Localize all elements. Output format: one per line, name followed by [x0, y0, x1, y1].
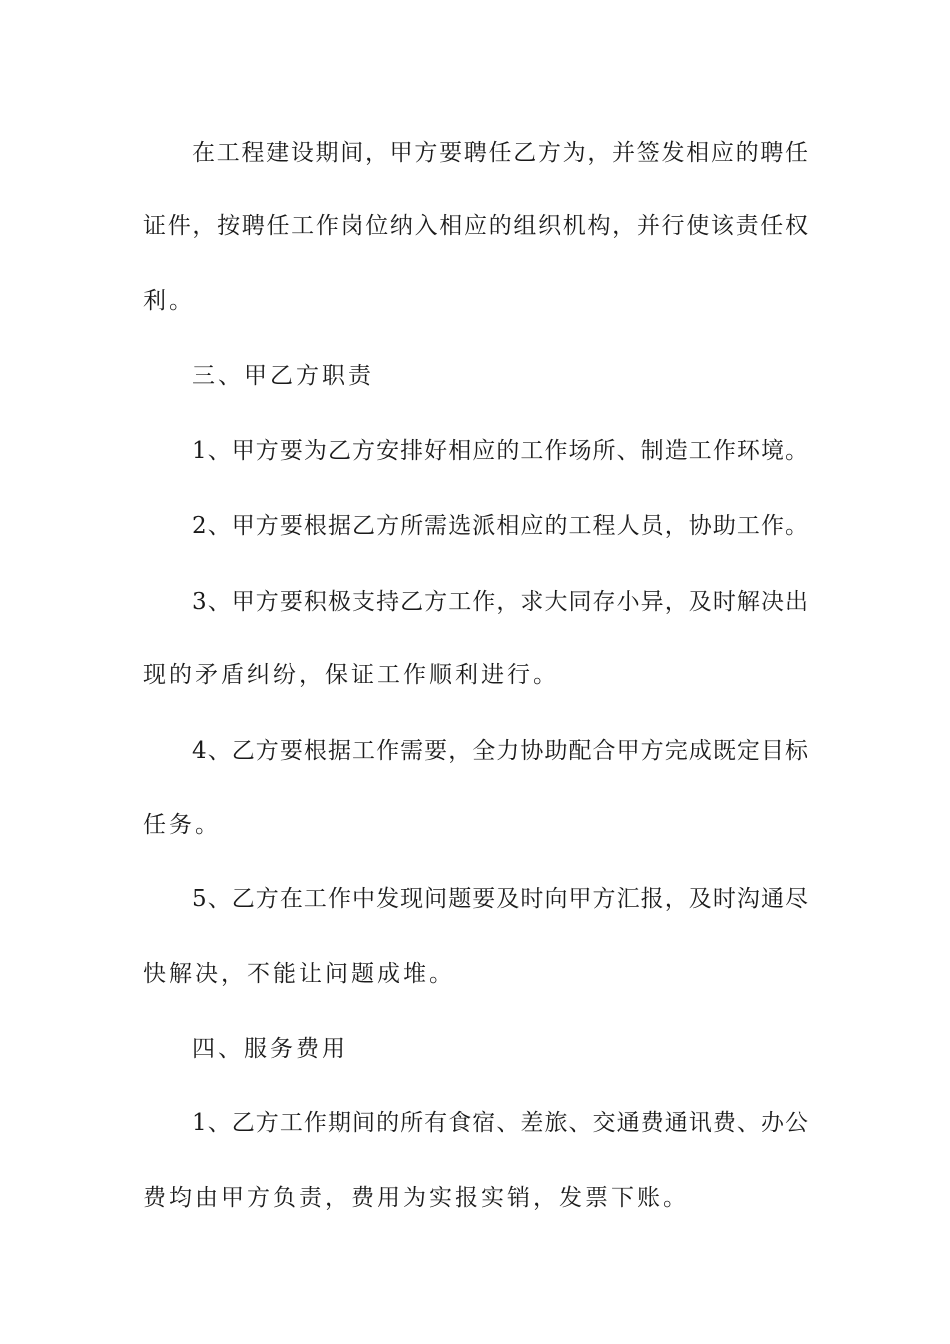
responsibility-item-1: 1、甲方要为乙方安排好相应的工作场所、制造工作环境。	[192, 438, 808, 464]
section-heading-service-fees: 四、服务费用	[192, 1036, 348, 1062]
responsibility-item-5-line-1: 5、乙方在工作中发现问题要及时向甲方汇报，及时沟通尽	[192, 886, 808, 912]
paragraph-appointment-line-2: 证件，按聘任工作岗位纳入相应的组织机构，并行使该责任权	[143, 213, 808, 239]
responsibility-item-5-line-2: 快解决，不能让问题成堆。	[143, 961, 455, 987]
paragraph-appointment-line-1: 在工程建设期间，甲方要聘任乙方为，并签发相应的聘任	[192, 140, 808, 166]
responsibility-item-4-line-1: 4、乙方要根据工作需要，全力协助配合甲方完成既定目标	[192, 738, 808, 764]
responsibility-item-3-line-2: 现的矛盾纠纷，保证工作顺利进行。	[143, 662, 559, 688]
responsibility-item-2: 2、甲方要根据乙方所需选派相应的工程人员，协助工作。	[192, 513, 808, 539]
paragraph-appointment-line-3: 利。	[143, 288, 195, 314]
fee-item-1-line-2: 费均由甲方负责，费用为实报实销，发票下账。	[143, 1185, 689, 1211]
section-heading-responsibilities: 三、甲乙方职责	[192, 363, 374, 389]
responsibility-item-3-line-1: 3、甲方要积极支持乙方工作，求大同存小异，及时解决出	[192, 589, 808, 615]
responsibility-item-4-line-2: 任务。	[143, 812, 221, 838]
fee-item-1-line-1: 1、乙方工作期间的所有食宿、差旅、交通费通讯费、办公	[192, 1110, 808, 1136]
